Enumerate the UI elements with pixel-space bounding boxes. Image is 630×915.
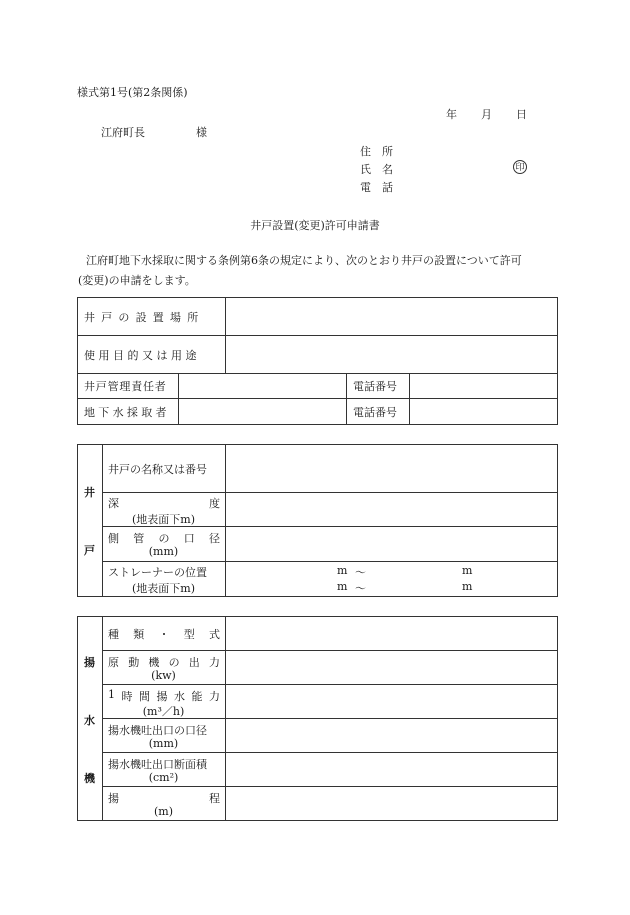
casing-unit: (mm) xyxy=(148,545,179,558)
collector-label: 地下水採取者 xyxy=(84,406,170,419)
applicant-address-label: 住 所 xyxy=(360,145,393,158)
row-divider xyxy=(77,373,558,374)
addressee-name: 江府町長 xyxy=(101,126,145,139)
applicant-phone-label: 電 話 xyxy=(360,181,393,194)
row-divider xyxy=(102,561,558,562)
purpose-label: 使用目的又は用途 xyxy=(84,349,200,362)
outlet-diameter-unit: (mm) xyxy=(148,737,179,750)
collector-phone-label: 電話番号 xyxy=(353,406,397,419)
strainer-range-tilde: ～ xyxy=(355,566,366,579)
outlet-diameter-label: 揚水機吐出口の口径 xyxy=(108,724,207,737)
strainer-to-unit: m xyxy=(462,564,473,577)
motor-output-label: 原 動 機 の 出 力 xyxy=(108,656,220,669)
depth-unit: (地表面下m) xyxy=(131,513,195,526)
strainer-label: ストレーナーの位置 xyxy=(108,566,207,579)
date-day-label: 日 xyxy=(516,108,527,121)
pump-group-label-3: 機 xyxy=(84,772,95,785)
hourly-capacity-label: 1 時 間 揚 水 能 力 xyxy=(108,688,220,703)
hourly-capacity-unit: (m³／h) xyxy=(142,705,185,718)
document-title: 井戸設置(変更)許可申請書 xyxy=(250,219,380,232)
date-month-label: 月 xyxy=(481,108,492,121)
body-text-line1: 江府町地下水採取に関する条例第6条の規定により、次のとおり井戸の設置について許可 xyxy=(86,254,522,267)
row-divider xyxy=(102,492,558,493)
strainer-unit: (地表面下m) xyxy=(131,582,195,595)
head-label: 揚 程 xyxy=(108,792,220,805)
outlet-area-unit: (cm²) xyxy=(148,771,179,784)
column-divider xyxy=(178,373,179,425)
motor-output-unit: (kw) xyxy=(151,669,176,682)
row-divider xyxy=(102,752,558,753)
manager-label: 井戸管理責任者 xyxy=(84,380,167,393)
casing-label: 側 管 の 口 径 xyxy=(108,532,220,545)
manager-phone-label: 電話番号 xyxy=(353,380,397,393)
column-divider xyxy=(346,373,347,425)
well-group-label-top: 井 xyxy=(84,486,95,499)
row-divider xyxy=(77,398,558,399)
column-divider xyxy=(225,444,226,597)
pump-group-label-1: 揚 xyxy=(84,656,95,669)
pump-group-label-2: 水 xyxy=(84,714,95,727)
row-divider xyxy=(77,335,558,336)
outlet-area-label: 揚水機吐出口断面積 xyxy=(108,758,207,771)
column-divider xyxy=(225,297,226,373)
head-unit: (m) xyxy=(153,805,173,818)
type-model-label: 種 類 ・ 型 式 xyxy=(108,628,220,641)
row-divider xyxy=(102,684,558,685)
row-divider xyxy=(102,786,558,787)
strainer-range-tilde: ～ xyxy=(355,582,366,595)
addressee-honorific: 様 xyxy=(196,126,207,139)
body-text-line2: (変更)の申請をします。 xyxy=(78,274,196,287)
well-name-label: 井戸の名称又は番号 xyxy=(108,463,207,476)
seal-mark: 印 xyxy=(513,160,527,174)
date-year-label: 年 xyxy=(446,108,457,121)
strainer-from-unit: m xyxy=(337,564,348,577)
row-divider xyxy=(102,650,558,651)
strainer-to-unit: m xyxy=(462,580,473,593)
depth-label: 深 度 xyxy=(108,497,220,510)
column-divider xyxy=(409,373,410,425)
form-number: 様式第1号(第2条関係) xyxy=(77,86,188,99)
location-label: 井戸の設置場所 xyxy=(84,311,205,324)
well-group-label-bottom: 戸 xyxy=(84,544,95,557)
applicant-name-label: 氏 名 xyxy=(360,163,393,176)
strainer-from-unit: m xyxy=(337,580,348,593)
